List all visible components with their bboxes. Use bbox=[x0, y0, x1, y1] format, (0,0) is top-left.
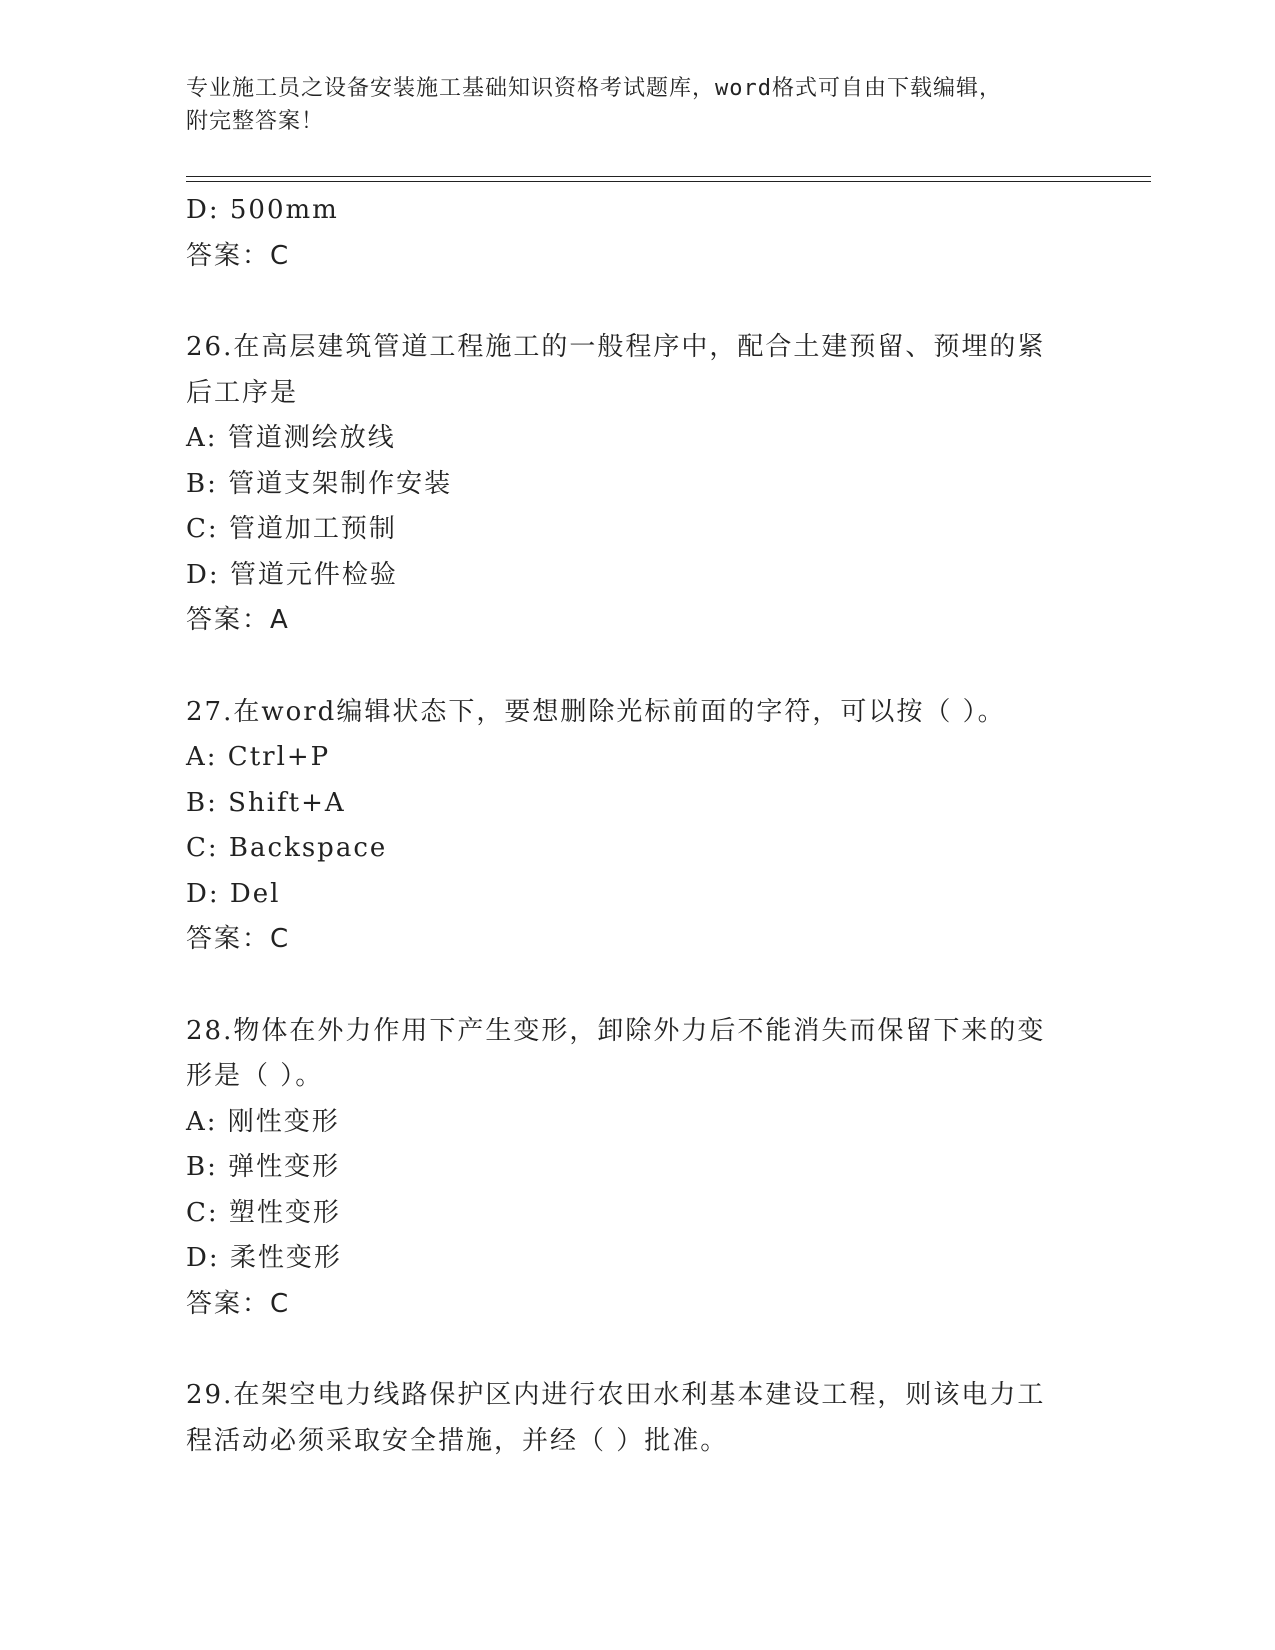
option-c: C: Backspace bbox=[186, 833, 388, 863]
option-a: A: 管道测绘放线 bbox=[186, 423, 396, 453]
header-divider-bottom bbox=[186, 181, 1151, 182]
option-a: A: 刚性变形 bbox=[186, 1106, 340, 1137]
question-28 bbox=[186, 1009, 1086, 1328]
option-d: D: 管道元件检验 bbox=[186, 559, 398, 590]
option-b: B: 管道支架制作安装 bbox=[186, 468, 453, 499]
header-line-1: 专业施工员之设备安装施工基础知识资格考试题库，word格式可自由下载编辑， bbox=[186, 76, 1002, 101]
answer: 答案：A bbox=[186, 605, 290, 635]
answer: 答案：C bbox=[186, 1288, 291, 1319]
document-body bbox=[186, 188, 1086, 1464]
question-29 bbox=[186, 1373, 1086, 1464]
answer: 答案：C bbox=[186, 240, 291, 271]
option-b: B: 弹性变形 bbox=[186, 1152, 341, 1182]
option-d: D: 500mm bbox=[186, 195, 339, 225]
question-text-cont: 后工序是 bbox=[186, 377, 299, 408]
question-text: 29.在架空电力线路保护区内进行农田水利基本建设工程，则该电力工 bbox=[186, 1380, 1046, 1410]
question-text-cont: 程活动必须采取安全措施，并经（ ）批准。 bbox=[186, 1425, 729, 1456]
document-header bbox=[186, 72, 1086, 138]
header-line-2: 附完整答案！ bbox=[186, 109, 325, 134]
question-26 bbox=[186, 325, 1086, 644]
header-divider-top bbox=[186, 176, 1151, 177]
option-c: C: 塑性变形 bbox=[186, 1197, 341, 1228]
question-27 bbox=[186, 690, 1086, 963]
option-d: D: Del bbox=[186, 878, 281, 909]
option-c: C: 管道加工预制 bbox=[186, 514, 397, 544]
question-text: 27.在word编辑状态下，要想删除光标前面的字符，可以按（ ）。 bbox=[186, 696, 1006, 727]
option-d: D: 柔性变形 bbox=[186, 1243, 342, 1273]
answer: 答案：C bbox=[186, 924, 291, 954]
option-b: B: Shift+A bbox=[186, 787, 346, 818]
question-text: 28.物体在外力作用下产生变形，卸除外力后不能消失而保留下来的变 bbox=[186, 1015, 1046, 1046]
option-a: A: Ctrl+P bbox=[186, 742, 331, 772]
question-text-cont: 形是（ ）。 bbox=[186, 1061, 324, 1091]
question-25-continuation bbox=[186, 188, 1086, 279]
question-text: 26.在高层建筑管道工程施工的一般程序中，配合土建预留、预埋的紧 bbox=[186, 332, 1046, 362]
